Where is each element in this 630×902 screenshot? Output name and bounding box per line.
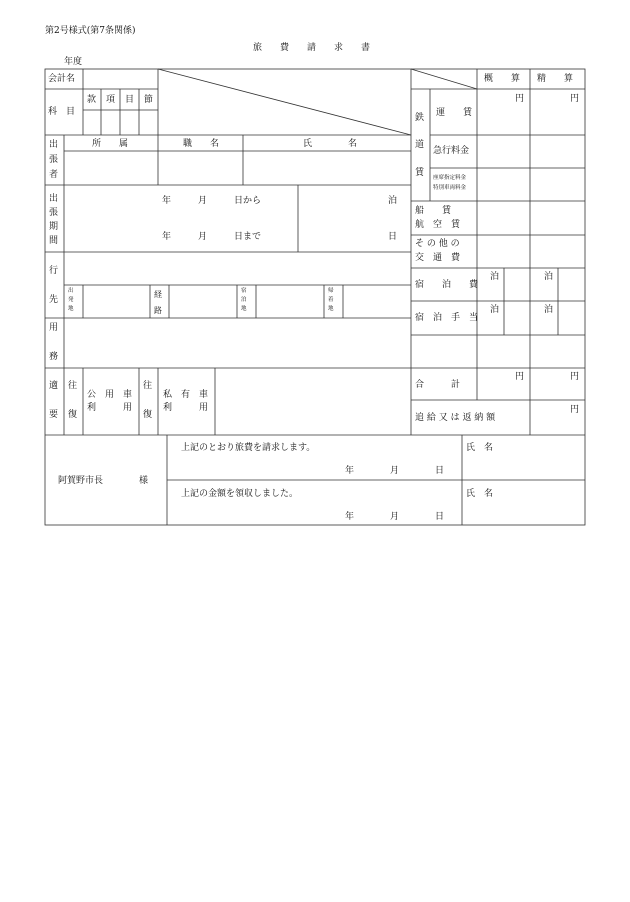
gaisan-header: 概 算 xyxy=(484,74,521,84)
moku-label: 目 xyxy=(125,95,135,105)
receipt-statement: 上記の金額を領収しました。 xyxy=(181,489,299,499)
remarks-label-2: 要 xyxy=(49,410,59,420)
lodging-allowance-label: 宿 泊 手 当 xyxy=(415,313,479,323)
request-signature-label: 氏 名 xyxy=(466,443,494,453)
special-car-label: 特別車両料金 xyxy=(433,185,467,191)
business-label-1: 用 xyxy=(49,323,59,333)
days-unit: 日 xyxy=(388,232,398,242)
period-label-1: 出 xyxy=(49,194,59,204)
name-header: 氏 名 xyxy=(303,139,358,149)
lodging-place-label-3: 地 xyxy=(241,306,247,312)
nights-unit: 泊 xyxy=(490,305,500,315)
kou-label: 項 xyxy=(106,95,116,105)
lodging-place-label-2: 泊 xyxy=(241,297,247,303)
traveler-label-2: 張 xyxy=(49,155,59,165)
other-transport-label-1: そ の 他 の xyxy=(415,239,460,249)
return-place-label-3: 地 xyxy=(328,306,334,312)
fare-label: 運 賃 xyxy=(436,108,473,118)
seisan-header: 精 算 xyxy=(537,74,574,84)
period-label-3: 期 xyxy=(49,222,59,232)
request-date: 年 月 日 xyxy=(345,466,445,476)
from-date: 年 月 日から xyxy=(162,196,262,206)
remarks-label-1: 適 xyxy=(49,381,59,391)
express-fee-label: 急行料金 xyxy=(433,146,470,156)
subject-label: 科 目 xyxy=(48,107,76,117)
yen-unit: 円 xyxy=(570,94,580,104)
fuku-label: 復 xyxy=(143,410,153,420)
destination-label-2: 先 xyxy=(49,295,59,305)
ou-label: 往 xyxy=(143,381,153,391)
lodging-place-label-1: 宿 xyxy=(241,288,247,294)
setsu-label: 節 xyxy=(144,95,154,105)
form-number: 第2号様式(第7条関係) xyxy=(45,26,136,36)
nights-unit: 泊 xyxy=(544,272,554,282)
departure-label-3: 地 xyxy=(68,306,74,312)
ship-fare-label: 船 賃 xyxy=(415,206,452,216)
affiliation-header: 所 属 xyxy=(92,139,129,149)
additional-refund-label: 追 給 又 は 返 納 額 xyxy=(415,413,496,423)
yen-unit: 円 xyxy=(570,372,580,382)
period-label-2: 張 xyxy=(49,208,59,218)
total-label: 合 計 xyxy=(415,380,461,390)
private-car-label-1: 私 有 車 xyxy=(163,390,209,400)
yen-unit: 円 xyxy=(570,405,580,415)
traveler-label-3: 者 xyxy=(49,170,59,180)
fuku-label: 復 xyxy=(68,410,78,420)
public-car-label-2: 利 用 xyxy=(87,403,133,413)
account-name-label: 会計名 xyxy=(48,74,76,84)
railway-label-3: 賃 xyxy=(415,168,425,178)
via-label-1: 経 xyxy=(154,290,162,299)
other-transport-label-2: 交 通 費 xyxy=(415,253,461,263)
air-fare-label: 航 空 賃 xyxy=(415,220,461,230)
return-place-label-1: 帰 xyxy=(328,288,334,294)
receipt-signature-label: 氏 名 xyxy=(466,489,494,499)
destination-label-1: 行 xyxy=(49,266,59,276)
fiscal-year-label: 年度 xyxy=(64,57,83,67)
via-label-2: 路 xyxy=(154,306,162,315)
business-label-2: 務 xyxy=(49,352,59,362)
departure-label-1: 出 xyxy=(68,288,74,294)
reserved-seat-label: 座席指定料金 xyxy=(433,175,467,181)
railway-label-2: 道 xyxy=(415,140,425,150)
departure-label-2: 発 xyxy=(68,297,74,303)
receipt-date: 年 月 日 xyxy=(345,512,445,522)
request-statement: 上記のとおり旅費を請求します。 xyxy=(181,443,316,453)
kan-label: 款 xyxy=(87,95,97,105)
period-label-4: 間 xyxy=(49,236,59,246)
lodging-fee-label: 宿 泊 費 xyxy=(415,280,479,290)
position-header: 職 名 xyxy=(183,139,220,149)
public-car-label-1: 公 用 車 xyxy=(87,390,133,400)
to-date: 年 月 日まで xyxy=(162,232,262,242)
traveler-label-1: 出 xyxy=(49,140,59,150)
nights-unit: 泊 xyxy=(544,305,554,315)
yen-unit: 円 xyxy=(515,94,525,104)
nights-unit: 泊 xyxy=(490,272,500,282)
yen-unit: 円 xyxy=(515,372,525,382)
railway-label-1: 鉄 xyxy=(415,113,425,123)
page-title: 旅 費 請 求 書 xyxy=(253,43,371,53)
return-place-label-2: 着 xyxy=(328,297,334,303)
private-car-label-2: 利 用 xyxy=(163,403,209,413)
ou-label: 往 xyxy=(68,381,78,391)
nights-unit: 泊 xyxy=(388,196,398,206)
mayor-addressee: 阿賀野市長 様 xyxy=(58,476,149,486)
